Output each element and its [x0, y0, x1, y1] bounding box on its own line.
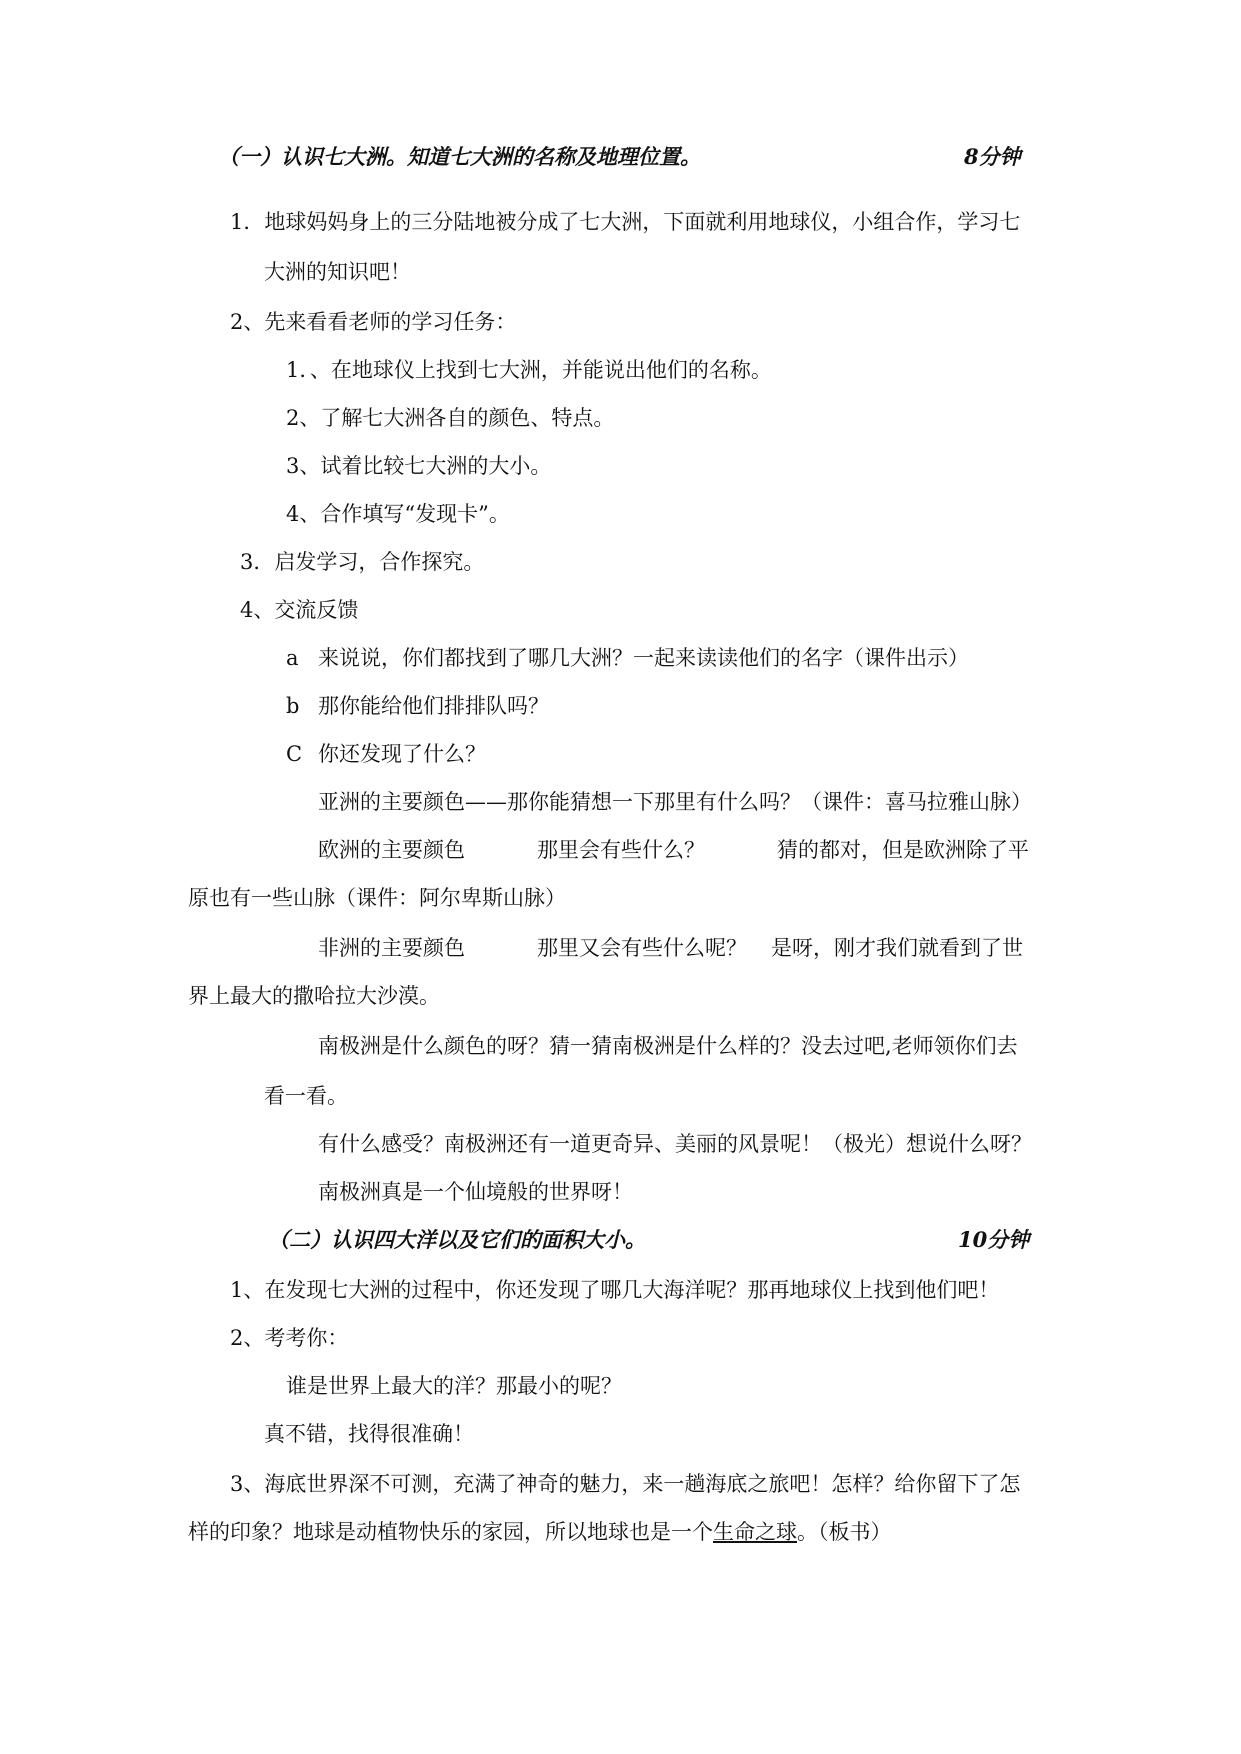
s2-item2: 2、考考你：	[230, 1326, 349, 1350]
s1-task4: 4、合作填写“发现卡”。	[286, 502, 510, 526]
sub-a-label: a	[286, 646, 299, 670]
s1-sub-c	[286, 740, 486, 768]
s2-item3-line2	[188, 1518, 892, 1546]
s1-africa-line1	[318, 934, 1023, 962]
s1-item2: 2、先来看看老师的学习任务：	[230, 310, 517, 334]
africa-part1: 非洲的主要颜色	[318, 936, 465, 960]
s1-asia: 亚洲的主要颜色——那你能猜想一下那里有什么吗？（课件：喜马拉雅山脉）	[318, 790, 1032, 814]
item3-line2-b: 。（板书）	[797, 1520, 892, 1544]
life-sphere-underlined: 生命之球	[713, 1520, 797, 1544]
s1-antarctica-line1: 南极洲是什么颜色的呀？猜一猜南极洲是什么样的？没去过吧,老师领你们去	[318, 1034, 1018, 1058]
sub-b-label: b	[286, 694, 300, 718]
s2-item3-line1: 3、海底世界深不可测，充满了神奇的魅力，来一趟海底之旅吧！怎样？给你留下了怎	[230, 1472, 1021, 1496]
africa-part2: 那里又会有些什么呢？	[537, 936, 747, 960]
sub-c-label: C	[286, 742, 303, 766]
s1-fairyland: 南极洲真是一个仙境般的世界呀！	[318, 1180, 633, 1204]
sub-c-text: 你还发现了什么？	[318, 742, 486, 766]
s1-item1-line2: 大洲的知识吧！	[264, 260, 411, 284]
s2-question: 谁是世界上最大的洋？那最小的呢？	[286, 1374, 622, 1398]
europe-part3: 猜的都对，但是欧洲除了平	[777, 838, 1029, 862]
s1-item4: 4、交流反馈	[240, 598, 359, 622]
s1-sub-b	[286, 692, 549, 720]
s1-task1: 1．、在地球仪上找到七大洲，并能说出他们的名称。	[286, 358, 772, 382]
section2-title: （二）认识四大洋以及它们的面积大小。	[268, 1227, 646, 1252]
s2-item1: 1、在发现七大洲的过程中，你还发现了哪几大海洋呢？那再地球仪上找到他们吧！	[230, 1278, 1000, 1302]
s1-item3: 3．启发学习，合作探究。	[240, 550, 485, 574]
s2-praise: 真不错，找得很准确！	[264, 1422, 474, 1446]
section1-title: （一）认识七大洲。知道七大洲的名称及地理位置。	[218, 144, 701, 169]
s1-europe-line2: 原也有一些山脉（课件：阿尔卑斯山脉）	[188, 886, 566, 910]
item3-line2-a: 样的印象？地球是动植物快乐的家园，所以地球也是一个	[188, 1520, 713, 1544]
sub-b-text: 那你能给他们排排队吗？	[318, 694, 549, 718]
section1-time: 8分钟	[964, 144, 1021, 169]
s1-africa-line2: 界上最大的撒哈拉大沙漠。	[188, 984, 440, 1008]
s1-feeling: 有什么感受？南极洲还有一道更奇异、美丽的风景呢！（极光）想说什么呀？	[318, 1132, 1032, 1156]
africa-part3: 是呀，刚才我们就看到了世	[771, 936, 1023, 960]
s1-antarctica-line2: 看一看。	[264, 1084, 348, 1108]
section2-time: 10分钟	[958, 1227, 1030, 1252]
s1-item1-line1: 1．地球妈妈身上的三分陆地被分成了七大洲，下面就利用地球仪，小组合作，学习七	[230, 210, 1021, 234]
europe-part1: 欧洲的主要颜色	[318, 838, 465, 862]
s1-sub-a	[286, 644, 969, 672]
europe-part2: 那里会有些什么？	[537, 838, 705, 862]
s1-europe-line1	[318, 836, 1029, 864]
s1-task2: 2、了解七大洲各自的颜色、特点。	[286, 406, 615, 430]
sub-a-text: 来说说，你们都找到了哪几大洲？一起来读读他们的名字（课件出示）	[318, 646, 969, 670]
s1-task3: 3、试着比较七大洲的大小。	[286, 454, 552, 478]
